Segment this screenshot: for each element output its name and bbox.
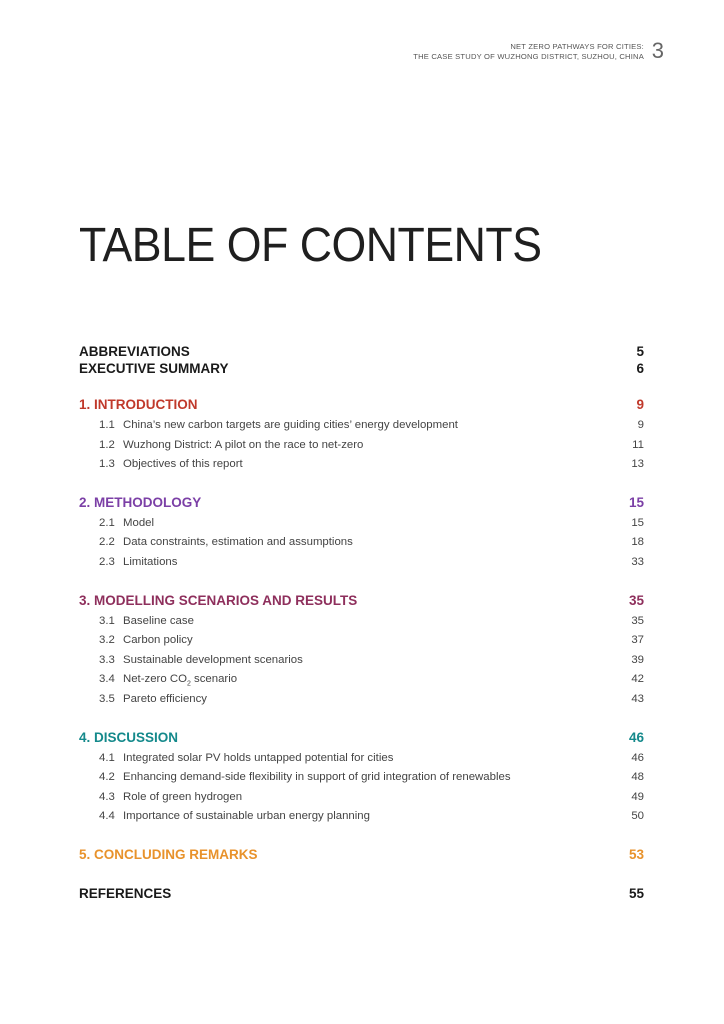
toc-subentry[interactable]	[79, 690, 644, 710]
toc-subentry-label: Importance of sustainable urban energy planning	[123, 810, 370, 823]
page-title: TABLE OF CONTENTS	[79, 219, 542, 272]
toc-subentry-number: 3.1	[99, 614, 115, 627]
toc-subentry-number: 3.2	[99, 634, 115, 647]
toc-subentry-page: 11	[632, 438, 644, 451]
toc-subentry-page: 33	[631, 555, 644, 568]
toc-subentry-label: Role of green hydrogen	[123, 790, 243, 803]
toc-subentry-page: 15	[631, 516, 644, 529]
toc-subentry-label: China’s new carbon targets are guiding cities’ energy development	[123, 419, 458, 431]
toc-subentry-label: Net-zero $CO_2$ scenario	[123, 673, 238, 688]
toc-subentry-page: 48	[631, 771, 644, 784]
toc-subentry-number: 2.2	[99, 536, 115, 549]
table-of-contents	[79, 343, 644, 902]
toc-subentry[interactable]	[79, 416, 644, 436]
toc-subentry-page: 46	[631, 751, 644, 764]
toc-entry-references[interactable]	[79, 885, 644, 902]
toc-subentry-number: 4.1	[99, 751, 115, 764]
toc-subentry-number: 2.1	[99, 516, 115, 529]
toc-entry-page: 6	[636, 361, 644, 376]
toc-subentry-number: 3.5	[99, 692, 115, 705]
toc-subentry-number: 1.3	[99, 458, 115, 471]
toc-subentry-page: 35	[631, 614, 644, 627]
toc-subentry-page: 49	[631, 790, 644, 803]
toc-section-label: 5. CONCLUDING REMARKS	[79, 846, 258, 862]
toc-subentry-number: 1.1	[99, 419, 115, 431]
toc-subentry[interactable]	[79, 768, 644, 788]
toc-subentry-label: Carbon policy	[123, 634, 193, 647]
toc-subentry[interactable]	[79, 749, 644, 769]
toc-entry-label: EXECUTIVE SUMMARY	[79, 361, 229, 376]
toc-subentry-number: 4.2	[99, 771, 115, 784]
toc-subentry-page: 43	[631, 692, 644, 705]
toc-section-label: 1. INTRODUCTION	[79, 397, 198, 412]
toc-subentry[interactable]	[79, 514, 644, 534]
toc-entry-label: REFERENCES	[79, 885, 172, 901]
toc-section-label: 2. METHODOLOGY	[79, 494, 202, 510]
toc-subentry[interactable]	[79, 651, 644, 671]
toc-subentry-page: 39	[631, 653, 644, 666]
toc-subentry-page: 42	[631, 673, 644, 686]
toc-subentry-label: Sustainable development scenarios	[123, 653, 303, 666]
toc-subentry-label: Integrated solar PV holds untapped potential for cities	[123, 751, 394, 764]
toc-section-modelling[interactable]	[79, 592, 644, 609]
toc-subentry[interactable]	[79, 807, 644, 827]
toc-subentry-label: Enhancing demand-side flexibility in support of grid integration of renewables	[123, 771, 511, 784]
toc-subentry-label: Baseline case	[123, 614, 194, 627]
toc-subentry[interactable]	[79, 455, 644, 475]
running-header	[413, 42, 644, 62]
toc-subentry-number: 1.2	[99, 438, 115, 451]
toc-subentry-page: 13	[631, 458, 644, 471]
toc-subentry-number: 3.3	[99, 653, 115, 666]
toc-subentry[interactable]	[79, 533, 644, 553]
toc-entry-label: ABBREVIATIONS	[79, 344, 190, 359]
toc-subentry[interactable]	[79, 631, 644, 651]
toc-section-label: 3. MODELLING SCENARIOS AND RESULTS	[79, 592, 358, 608]
page-number: 3	[651, 38, 664, 63]
running-header-line-1: NET ZERO PATHWAYS FOR CITIES:	[510, 42, 644, 51]
toc-subentry-label: Pareto efficiency	[123, 692, 208, 705]
toc-subentry-page: 37	[631, 634, 644, 647]
toc-subentry-label: Data constraints, estimation and assumptions	[123, 536, 353, 549]
toc-subentry-page: 9	[637, 419, 644, 431]
toc-subentry-number: 2.3	[99, 555, 115, 568]
toc-subentry[interactable]	[79, 436, 644, 456]
toc-entry-page: 5	[636, 344, 644, 359]
toc-section-label: 4. DISCUSSION	[79, 729, 179, 745]
toc-subentry[interactable]	[79, 788, 644, 808]
toc-section-page: 15	[628, 494, 644, 510]
toc-subentry-label: Model	[123, 516, 155, 529]
toc-section-introduction[interactable]	[79, 396, 644, 413]
toc-subentry-number: 4.4	[99, 810, 115, 823]
toc-section-page: 46	[628, 729, 644, 745]
toc-subentry-label: Wuzhong District: A pilot on the race to net-zero	[123, 438, 364, 451]
toc-entry-page: 55	[628, 885, 644, 901]
toc-subentry-number: 3.4	[99, 673, 115, 686]
toc-subentry[interactable]	[79, 553, 644, 573]
toc-section-page: 9	[636, 397, 644, 412]
toc-subentry-label: Objectives of this report	[123, 458, 243, 471]
toc-section-concluding-remarks[interactable]	[79, 846, 644, 863]
toc-subentry[interactable]	[79, 612, 644, 632]
toc-subentry-number: 4.3	[99, 790, 115, 803]
toc-section-methodology[interactable]	[79, 494, 644, 511]
toc-section-page: 53	[628, 846, 644, 862]
toc-section-page: 35	[628, 592, 644, 608]
toc-entry-executive-summary[interactable]	[79, 360, 644, 377]
toc-subentry[interactable]	[79, 670, 644, 690]
toc-subentry-label: Limitations	[123, 555, 178, 568]
toc-subentry-page: 18	[631, 536, 644, 549]
toc-subentry-page: 50	[631, 810, 644, 823]
running-header-line-2: THE CASE STUDY OF WUZHONG DISTRICT, SUZHOU, CHINA	[413, 52, 644, 61]
toc-entry-abbreviations[interactable]	[79, 343, 644, 360]
toc-section-discussion[interactable]	[79, 729, 644, 746]
